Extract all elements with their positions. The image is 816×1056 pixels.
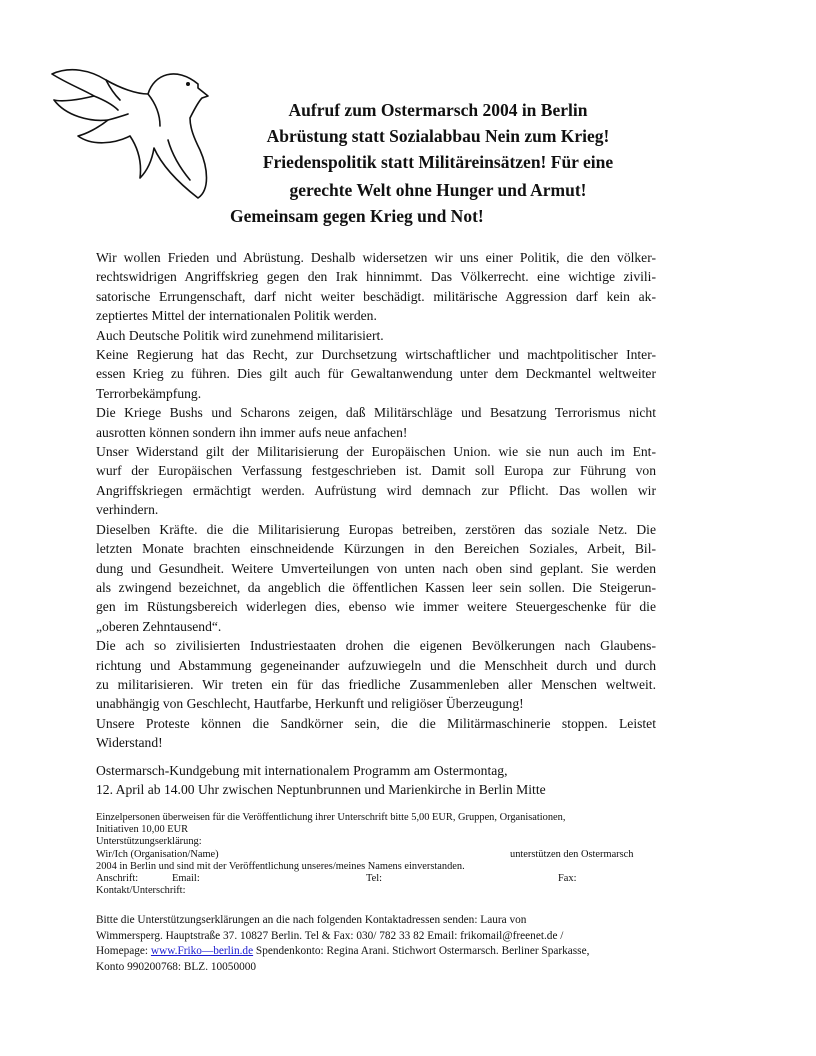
body-line: Unser Widerstand gilt der Militarisierung der Europäischen Union. wie sie nun auch im Ent- [96,444,656,460]
body-line: satorische Errungenschaft, darf nicht weiter beschädigt. militärische Aggression darf kein ak- [96,288,656,304]
signup-line: Einzelpersonen überweisen für die Veröffentlichung ihrer Unterschrift bitte 5,00 EUR, Gruppen, Organisationen, [96,812,566,823]
body-line: wurf der Europäischen Verfassung festgeschrieben ist. Damit soll Europa zur Führung von [96,463,656,479]
body-line: gen im Rüstungsbereich widerlegen dies, ebenso wie immer weitere Steuergeschenke für die [96,599,656,615]
body-line: verhindern. [96,502,159,518]
contact-info [96,913,656,975]
homepage-link[interactable]: www.Friko—berlin.de [150,945,254,958]
support-declaration [96,812,656,897]
contact-line: Konto 990200768: BLZ. 10050000 [96,960,257,973]
body-line: zu militarisieren. Wir treten ein für das friedliche Zusammenleben aller Menschen weltweit. [96,676,656,692]
email-label: Email: [172,873,200,885]
body-line: zeptiertes Mittel der internationalen Politik werden. [96,308,377,324]
signup-name-row [96,849,656,861]
homepage-label: Homepage: [96,945,151,958]
body-line: ausrotten können sondern ihn immer aufs neue anfachen! [96,424,408,440]
name-label: Wir/Ich (Organisation/Name) [96,848,219,860]
signup-line: Initiativen 10,00 EUR [96,824,189,836]
body-line: Angriffskriegen ermächtigt werden. Aufrüstung wird demnach zur Pflicht. Das wollen wir [96,482,656,498]
headline-line: Aufruf zum Ostermarsch 2004 in Berlin [288,100,588,120]
body-line: Wir wollen Frieden und Abrüstung. Deshalb widersetzen wir uns einer Politik, die den völker- [96,250,656,265]
body-line: letzten Monate brachten einschneidende Kürzungen in den Bereichen Soziales, Arbeit, Bil- [96,541,656,557]
body-line: Terrorbekämpfung. [96,385,202,401]
headline-line: gerechte Welt ohne Hunger und Armut! [289,180,587,200]
event-line: 12. April ab 14.00 Uhr zwischen Neptunbrunnen und Marienkirche in Berlin Mitte [96,781,546,797]
headline-line: Abrüstung statt Sozialabbau Nein zum Krieg! [266,126,610,146]
body-line: dung und Gesundheit. Weitere Umverteilungen von unten nach oben sind geplant. Sie werden [96,560,656,576]
body-line: rechtswidrigen Angriffskrieg gegen den Irak hinnimmt. Das Völkerrecht. eine wichtige zivili- [96,269,656,285]
signup-fields-row [96,873,656,885]
body-line: Widerstand! [96,735,163,751]
body-line: „oberen Zehntausend“. [96,618,222,634]
name-suffix: unterstützen den Ostermarsch [510,848,634,860]
body-line: essen Krieg zu führen. Dies gilt auch für Gewaltanwendung unter dem Deckmantel weltweiter [96,366,656,382]
contact-line: Bitte die Unterstützungserklärungen an die nach folgenden Kontaktadressen senden: Laura von [96,914,527,926]
body-line: Dieselben Kräfte. die die Militarisierung Europas betreiben, zerstören das soziale Netz. Die [96,521,656,537]
tel-label: Tel: [366,873,383,885]
body-line: richtung und Abstammung gegeneinander aufzuwiegeln und die Menschheit durch und durch [96,657,656,673]
signup-line: 2004 in Berlin und sind mit der Veröffentlichung unseres/meines Namens einverstanden. [96,860,465,872]
fax-label: Fax: [558,873,577,885]
event-line: Ostermarsch-Kundgebung mit internationalem Programm am Ostermontag, [96,762,508,778]
body-line: als zwingend bezeichnet, da angeblich die öffentlichen Kassen leer sein sollen. Die Steigerun- [96,579,656,595]
bank-info: Spendenkonto: Regina Arani. Stichwort Ostermarsch. Berliner Sparkasse, [253,945,590,958]
headline-line: Friedenspolitik statt Militäreinsätzen! Für eine [262,152,614,172]
body-line: Keine Regierung hat das Recht, zur Durchsetzung wirtschaftlicher und machtpolitischer Inter- [96,347,656,363]
contact-line: Wimmersperg. Hauptstraße 37. 10827 Berlin. Tel & Fax: 030/ 782 33 82 Email: frikomail@freenet.de / [96,929,564,942]
kontakt-label: Kontakt/Unterschrift: [96,885,186,897]
body-line: Die ach so zivilisierten Industriestaaten drohen die eigenen Bevölkerungen nach Glaubens- [96,638,656,654]
body-line: Die Kriege Bushs und Scharons zeigen, daß Militärschläge und Besatzung Terrorismus nicht [96,405,656,421]
anschrift-label: Anschrift: [96,873,139,885]
body-line: Auch Deutsche Politik wird zunehmend militarisiert. [96,327,384,343]
body-line: Unsere Proteste können die Sandkörner sein, die die Militärmaschinerie stoppen. Leistet [96,715,656,731]
contact-line [96,944,656,960]
signup-line: Unterstützungserklärung: [96,836,202,848]
body-text [96,248,656,799]
body-line: unabhängig von Geschlecht, Hautfarbe, Herkunft und religiöser Überzeugung! [96,696,524,712]
headline-line: Gemeinsam gegen Krieg und Not! [230,206,484,226]
